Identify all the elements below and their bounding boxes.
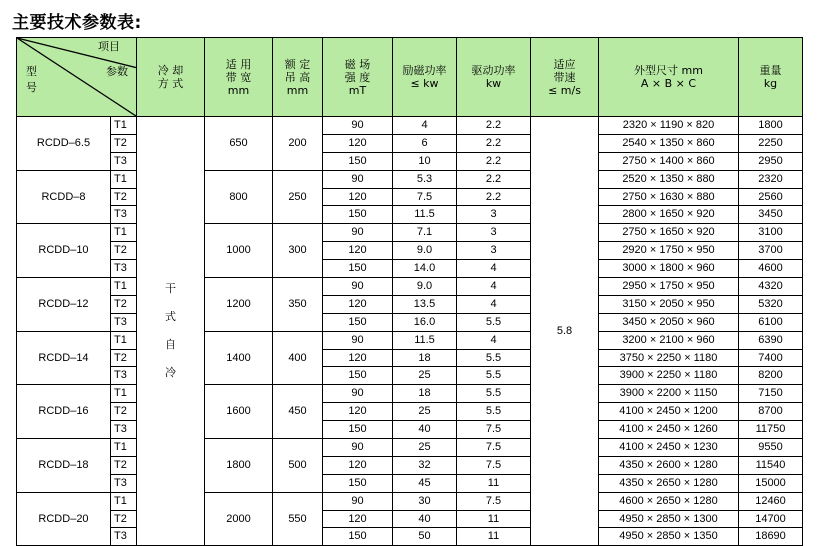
grade-cell: T2 — [111, 188, 137, 206]
grade-cell: T1 — [111, 117, 137, 135]
field-strength-cell: 150 — [323, 206, 393, 224]
dimensions-cell: 3200 × 2100 × 960 — [599, 331, 739, 349]
excitation-power-cell: 7.5 — [393, 188, 457, 206]
lift-height-cell: 450 — [273, 385, 323, 439]
grade-cell: T2 — [111, 510, 137, 528]
table-row — [17, 474, 803, 492]
excitation-power-cell: 4 — [393, 117, 457, 135]
table-row — [17, 439, 803, 457]
field-strength-cell: 120 — [323, 403, 393, 421]
excitation-power-cell: 14.0 — [393, 260, 457, 278]
excitation-power-cell: 16.0 — [393, 313, 457, 331]
weight-cell: 5320 — [739, 295, 803, 313]
table-row — [17, 385, 803, 403]
drive-power-cell: 7.5 — [457, 492, 531, 510]
weight-cell: 14700 — [739, 510, 803, 528]
drive-power-cell: 4 — [457, 295, 531, 313]
drive-power-cell: 4 — [457, 260, 531, 278]
grade-cell: T2 — [111, 242, 137, 260]
excitation-power-cell: 5.3 — [393, 170, 457, 188]
table-row — [17, 224, 803, 242]
grade-cell: T2 — [111, 456, 137, 474]
drive-power-cell: 4 — [457, 278, 531, 296]
header-weight: 重量 kg — [739, 38, 803, 117]
dimensions-cell: 3000 × 1800 × 960 — [599, 260, 739, 278]
drive-power-cell: 5.5 — [457, 385, 531, 403]
weight-cell: 8700 — [739, 403, 803, 421]
model-cell: RCDD–12 — [17, 278, 111, 332]
field-strength-cell: 90 — [323, 278, 393, 296]
excitation-power-cell: 32 — [393, 456, 457, 474]
drive-power-cell: 2.2 — [457, 188, 531, 206]
table-row — [17, 349, 803, 367]
dimensions-cell: 3750 × 2250 × 1180 — [599, 349, 739, 367]
header-corner — [17, 38, 137, 117]
lift-height-cell: 250 — [273, 170, 323, 224]
table-body — [17, 117, 803, 546]
excitation-power-cell: 13.5 — [393, 295, 457, 313]
lift-height-cell: 200 — [273, 117, 323, 171]
table-row — [17, 403, 803, 421]
table-row — [17, 242, 803, 260]
dimensions-cell: 4100 × 2450 × 1230 — [599, 439, 739, 457]
header-drive-power: 驱动功率 kw — [457, 38, 531, 117]
table-row — [17, 492, 803, 510]
field-strength-cell: 150 — [323, 367, 393, 385]
grade-cell: T3 — [111, 313, 137, 331]
cooling-char: 干 — [165, 282, 176, 296]
belt-width-cell: 1800 — [205, 439, 273, 493]
weight-cell: 15000 — [739, 474, 803, 492]
weight-cell: 3100 — [739, 224, 803, 242]
field-strength-cell: 150 — [323, 152, 393, 170]
excitation-power-cell: 11.5 — [393, 206, 457, 224]
table-row — [17, 295, 803, 313]
drive-power-cell: 11 — [457, 528, 531, 546]
weight-cell: 1800 — [739, 117, 803, 135]
field-strength-cell: 90 — [323, 170, 393, 188]
lift-height-cell: 500 — [273, 439, 323, 493]
excitation-power-cell: 7.1 — [393, 224, 457, 242]
weight-cell: 4600 — [739, 260, 803, 278]
field-strength-cell: 150 — [323, 474, 393, 492]
table-row — [17, 260, 803, 278]
grade-cell: T1 — [111, 439, 137, 457]
field-strength-cell: 120 — [323, 510, 393, 528]
drive-power-cell: 2.2 — [457, 170, 531, 188]
field-strength-cell: 90 — [323, 117, 393, 135]
dimensions-cell: 4350 × 2650 × 1280 — [599, 474, 739, 492]
field-strength-cell: 90 — [323, 331, 393, 349]
model-cell: RCDD–10 — [17, 224, 111, 278]
cooling-method-cell — [137, 117, 205, 546]
weight-cell: 7400 — [739, 349, 803, 367]
weight-cell: 12460 — [739, 492, 803, 510]
excitation-power-cell: 30 — [393, 492, 457, 510]
excitation-power-cell: 11.5 — [393, 331, 457, 349]
table-row — [17, 134, 803, 152]
dimensions-cell: 2750 × 1650 × 920 — [599, 224, 739, 242]
grade-cell: T3 — [111, 528, 137, 546]
drive-power-cell: 7.5 — [457, 456, 531, 474]
dimensions-cell: 2320 × 1190 × 820 — [599, 117, 739, 135]
weight-cell: 3450 — [739, 206, 803, 224]
model-cell: RCDD–20 — [17, 492, 111, 546]
dimensions-cell: 3900 × 2200 × 1150 — [599, 385, 739, 403]
table-row — [17, 331, 803, 349]
excitation-power-cell: 9.0 — [393, 278, 457, 296]
header-belt-speed: 适应 带速 ≤ m/s — [531, 38, 599, 117]
field-strength-cell: 90 — [323, 385, 393, 403]
header-lift-height: 额 定 吊 高 mm — [273, 38, 323, 117]
cooling-char: 冷 — [165, 366, 176, 380]
drive-power-cell: 7.5 — [457, 421, 531, 439]
dimensions-cell: 3150 × 2050 × 950 — [599, 295, 739, 313]
weight-cell: 2250 — [739, 134, 803, 152]
table-row — [17, 206, 803, 224]
excitation-power-cell: 25 — [393, 439, 457, 457]
excitation-power-cell: 9.0 — [393, 242, 457, 260]
corner-number-label: 号 — [26, 81, 37, 94]
belt-width-cell: 1600 — [205, 385, 273, 439]
excitation-power-cell: 40 — [393, 510, 457, 528]
weight-cell: 4320 — [739, 278, 803, 296]
excitation-power-cell: 18 — [393, 349, 457, 367]
field-strength-cell: 120 — [323, 134, 393, 152]
dimensions-cell: 2920 × 1750 × 950 — [599, 242, 739, 260]
weight-cell: 8200 — [739, 367, 803, 385]
table-row — [17, 152, 803, 170]
drive-power-cell: 11 — [457, 510, 531, 528]
weight-cell: 9550 — [739, 439, 803, 457]
model-cell: RCDD–14 — [17, 331, 111, 385]
header-field-strength: 磁 场 强 度 mT — [323, 38, 393, 117]
field-strength-cell: 120 — [323, 188, 393, 206]
field-strength-cell: 90 — [323, 492, 393, 510]
weight-cell: 6100 — [739, 313, 803, 331]
spec-table — [16, 37, 803, 546]
dimensions-cell: 2750 × 1630 × 880 — [599, 188, 739, 206]
field-strength-cell: 90 — [323, 224, 393, 242]
dimensions-cell: 4100 × 2450 × 1200 — [599, 403, 739, 421]
grade-cell: T3 — [111, 474, 137, 492]
drive-power-cell: 2.2 — [457, 117, 531, 135]
grade-cell: T3 — [111, 152, 137, 170]
dimensions-cell: 4950 × 2850 × 1350 — [599, 528, 739, 546]
weight-cell: 2950 — [739, 152, 803, 170]
grade-cell: T2 — [111, 295, 137, 313]
grade-cell: T1 — [111, 278, 137, 296]
grade-cell: T1 — [111, 224, 137, 242]
grade-cell: T3 — [111, 421, 137, 439]
grade-cell: T1 — [111, 170, 137, 188]
dimensions-cell: 4950 × 2850 × 1300 — [599, 510, 739, 528]
model-cell: RCDD–6.5 — [17, 117, 111, 171]
table-row — [17, 456, 803, 474]
excitation-power-cell: 25 — [393, 367, 457, 385]
dimensions-cell: 2950 × 1750 × 950 — [599, 278, 739, 296]
cooling-method-text — [137, 275, 204, 387]
field-strength-cell: 150 — [323, 260, 393, 278]
corner-item-label: 项目 — [98, 40, 120, 53]
cooling-char: 式 — [165, 310, 176, 324]
weight-cell: 6390 — [739, 331, 803, 349]
excitation-power-cell: 6 — [393, 134, 457, 152]
drive-power-cell: 2.2 — [457, 134, 531, 152]
drive-power-cell: 3 — [457, 224, 531, 242]
header-dimensions: 外型尺寸 mm A × B × C — [599, 38, 739, 117]
grade-cell: T3 — [111, 367, 137, 385]
table-row — [17, 421, 803, 439]
header-row — [17, 38, 803, 117]
field-strength-cell: 150 — [323, 313, 393, 331]
grade-cell: T1 — [111, 331, 137, 349]
header-cooling: 冷 却 方 式 — [137, 38, 205, 117]
dimensions-cell: 4100 × 2450 × 1260 — [599, 421, 739, 439]
lift-height-cell: 300 — [273, 224, 323, 278]
grade-cell: T3 — [111, 260, 137, 278]
cooling-char: 自 — [165, 338, 176, 352]
dimensions-cell: 3900 × 2250 × 1180 — [599, 367, 739, 385]
dimensions-cell: 2750 × 1400 × 860 — [599, 152, 739, 170]
drive-power-cell: 3 — [457, 242, 531, 260]
belt-width-cell: 650 — [205, 117, 273, 171]
drive-power-cell: 5.5 — [457, 403, 531, 421]
field-strength-cell: 120 — [323, 242, 393, 260]
grade-cell: T2 — [111, 403, 137, 421]
weight-cell: 18690 — [739, 528, 803, 546]
weight-cell: 2560 — [739, 188, 803, 206]
field-strength-cell: 90 — [323, 439, 393, 457]
excitation-power-cell: 18 — [393, 385, 457, 403]
belt-width-cell: 1000 — [205, 224, 273, 278]
dimensions-cell: 2520 × 1350 × 880 — [599, 170, 739, 188]
dimensions-cell: 4600 × 2650 × 1280 — [599, 492, 739, 510]
grade-cell: T3 — [111, 206, 137, 224]
weight-cell: 7150 — [739, 385, 803, 403]
excitation-power-cell: 25 — [393, 403, 457, 421]
table-row — [17, 188, 803, 206]
drive-power-cell: 2.2 — [457, 152, 531, 170]
excitation-power-cell: 50 — [393, 528, 457, 546]
grade-cell: T2 — [111, 349, 137, 367]
table-row — [17, 510, 803, 528]
belt-width-cell: 2000 — [205, 492, 273, 546]
drive-power-cell: 11 — [457, 474, 531, 492]
table-row — [17, 367, 803, 385]
belt-width-cell: 1200 — [205, 278, 273, 332]
belt-speed-cell: 5.8 — [531, 117, 599, 546]
weight-cell: 3700 — [739, 242, 803, 260]
grade-cell: T1 — [111, 385, 137, 403]
page-title: 主要技术参数表: — [12, 13, 142, 33]
drive-power-cell: 7.5 — [457, 439, 531, 457]
field-strength-cell: 150 — [323, 528, 393, 546]
excitation-power-cell: 45 — [393, 474, 457, 492]
header-belt-width: 适 用 带 宽 mm — [205, 38, 273, 117]
model-cell: RCDD–16 — [17, 385, 111, 439]
field-strength-cell: 120 — [323, 456, 393, 474]
table-row — [17, 313, 803, 331]
field-strength-cell: 120 — [323, 349, 393, 367]
lift-height-cell: 400 — [273, 331, 323, 385]
field-strength-cell: 150 — [323, 421, 393, 439]
weight-cell: 2320 — [739, 170, 803, 188]
table-row — [17, 278, 803, 296]
corner-type-label: 型 — [26, 65, 37, 78]
excitation-power-cell: 10 — [393, 152, 457, 170]
field-strength-cell: 120 — [323, 295, 393, 313]
dimensions-cell: 2800 × 1650 × 920 — [599, 206, 739, 224]
belt-width-cell: 800 — [205, 170, 273, 224]
table-row — [17, 170, 803, 188]
dimensions-cell: 3450 × 2050 × 960 — [599, 313, 739, 331]
grade-cell: T1 — [111, 492, 137, 510]
header-excitation-power: 励磁功率 ≤ kw — [393, 38, 457, 117]
drive-power-cell: 5.5 — [457, 367, 531, 385]
corner-param-label: 参数 — [106, 65, 128, 78]
drive-power-cell: 5.5 — [457, 349, 531, 367]
excitation-power-cell: 40 — [393, 421, 457, 439]
drive-power-cell: 4 — [457, 331, 531, 349]
lift-height-cell: 550 — [273, 492, 323, 546]
drive-power-cell: 5.5 — [457, 313, 531, 331]
grade-cell: T2 — [111, 134, 137, 152]
drive-power-cell: 3 — [457, 206, 531, 224]
model-cell: RCDD–8 — [17, 170, 111, 224]
table-row — [17, 528, 803, 546]
table-row — [17, 117, 803, 135]
dimensions-cell: 2540 × 1350 × 860 — [599, 134, 739, 152]
weight-cell: 11540 — [739, 456, 803, 474]
belt-width-cell: 1400 — [205, 331, 273, 385]
dimensions-cell: 4350 × 2600 × 1280 — [599, 456, 739, 474]
lift-height-cell: 350 — [273, 278, 323, 332]
weight-cell: 11750 — [739, 421, 803, 439]
model-cell: RCDD–18 — [17, 439, 111, 493]
